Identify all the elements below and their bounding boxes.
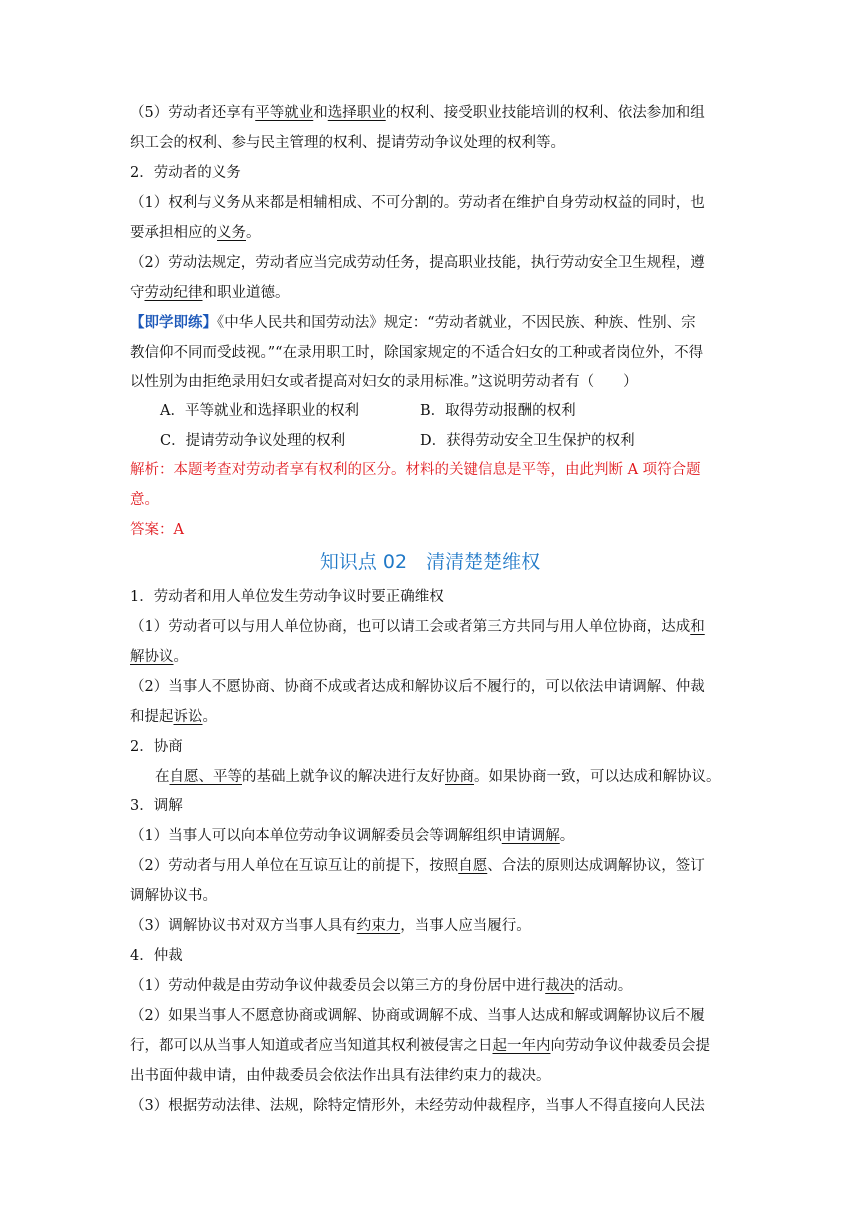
analysis-line1: 解析：本题考查对劳动者享有权利的区分。材料的关键信息是平等，由此判断 A 项符合题 bbox=[130, 462, 701, 478]
mediation-1: （1）当事人可以向本单位劳动争议调解委员会等调解组织申请调解。 bbox=[130, 828, 575, 844]
arbitration-2-line1: （2）如果当事人不愿意协商或调解、协商或调解不成、当事人达成和解或调解协议后不履 bbox=[130, 1008, 705, 1024]
exercise-line2: 教信仰不同而受歧视。”“在录用职工时，除国家规定的不适合妇女的工种或者岗位外，不得 bbox=[130, 345, 704, 361]
arbitration-3-line1: （3）根据劳动法律、法规，除特定情形外，未经劳动仲裁程序，当事人不得直接向人民法 bbox=[130, 1098, 705, 1114]
analysis-line2: 意。 bbox=[130, 492, 159, 508]
exercise-line3: 以性别为由拒绝录用妇女或者提高对妇女的录用标准。”这说明劳动者有（ ） bbox=[130, 374, 638, 390]
dispute-2-line2: 和提起诉讼。 bbox=[130, 709, 217, 725]
heading-negotiation: 2．协商 bbox=[130, 739, 183, 755]
duty-1-line2: 要承担相应的义务。 bbox=[130, 225, 261, 241]
arbitration-2-line2: 行，都可以从当事人知道或者应当知道其权利被侵害之日起一年内向劳动争议仲裁委员会提 bbox=[130, 1038, 710, 1054]
option-b: B．取得劳动报酬的权利 bbox=[420, 403, 576, 419]
duty-2-line1: （2）劳动法规定，劳动者应当完成劳动任务，提高职业技能，执行劳动安全卫生规程，遵 bbox=[130, 255, 705, 271]
dispute-2-line1: （2）当事人不愿协商、协商不成或者达成和解协议后不履行的，可以依法申请调解、仲裁 bbox=[130, 679, 705, 695]
option-d: D．获得劳动安全卫生保护的权利 bbox=[420, 433, 635, 449]
heading-mediation: 3．调解 bbox=[130, 798, 183, 814]
exercise-tag: 【即学即练】 bbox=[130, 314, 217, 331]
rights-item-5-line1: （5）劳动者还享有平等就业和选择职业的权利、接受职业技能培训的权利、依法参加和组 bbox=[130, 105, 705, 121]
mediation-2-line1: （2）劳动者与用人单位在互谅互让的前提下，按照自愿、合法的原则达成调解协议，签订 bbox=[130, 858, 705, 874]
exercise-line1: 【即学即练】《中华人民共和国劳动法》规定：“劳动者就业，不因民族、种族、性别、宗 bbox=[130, 314, 696, 331]
dispute-1-line1: （1）劳动者可以与用人单位协商，也可以请工会或者第三方共同与用人单位协商，达成和 bbox=[130, 619, 705, 635]
duty-1-line1: （1）权利与义务从来都是相辅相成、不可分割的。劳动者在维护自身劳动权益的同时，也 bbox=[130, 195, 705, 211]
mediation-2-line2: 调解协议书。 bbox=[130, 888, 217, 904]
rights-item-5-line2: 织工会的权利、参与民主管理的权利、提请劳动争议处理的权利等。 bbox=[130, 135, 565, 151]
heading-dispute: 1．劳动者和用人单位发生劳动争议时要正确维权 bbox=[130, 589, 444, 605]
heading-duties: 2．劳动者的义务 bbox=[130, 165, 241, 181]
negotiation-text: 在自愿、平等的基础上就争议的解决进行友好协商。如果协商一致，可以达成和解协议。 bbox=[155, 769, 721, 785]
mediation-3: （3）调解协议书对双方当事人具有约束力，当事人应当履行。 bbox=[130, 918, 531, 934]
option-c: C．提请劳动争议处理的权利 bbox=[160, 433, 346, 449]
section-title: 知识点 02 清清楚楚维权 bbox=[319, 551, 541, 573]
answer: 答案：A bbox=[130, 522, 184, 538]
option-a: A．平等就业和选择职业的权利 bbox=[160, 403, 359, 419]
heading-arbitration: 4．仲裁 bbox=[130, 948, 183, 964]
dispute-1-line2: 解协议。 bbox=[130, 649, 188, 665]
arbitration-1: （1）劳动仲裁是由劳动争议仲裁委员会以第三方的身份居中进行裁决的活动。 bbox=[130, 978, 633, 994]
duty-2-line2: 守劳动纪律和职业道德。 bbox=[130, 285, 290, 301]
arbitration-2-line3: 出书面仲裁申请，由仲裁委员会依法作出具有法律约束力的裁决。 bbox=[130, 1068, 551, 1084]
